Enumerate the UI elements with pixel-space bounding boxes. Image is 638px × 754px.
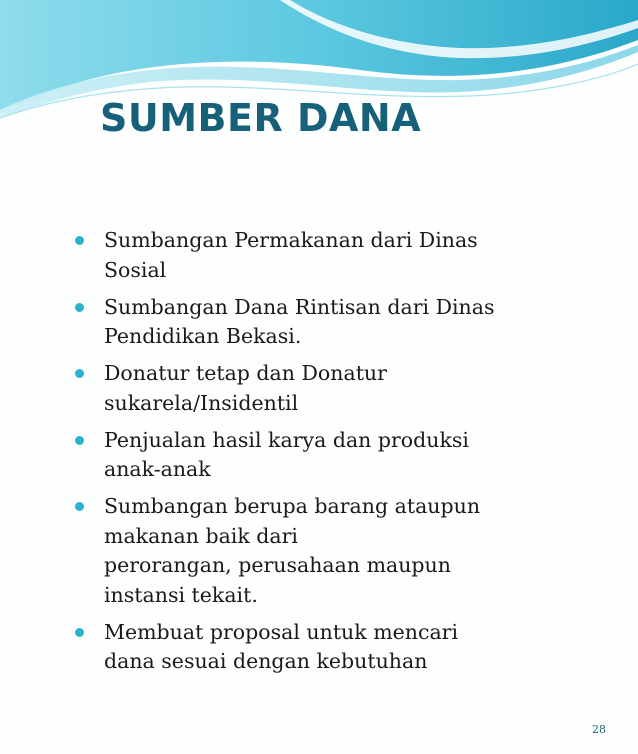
- bullet-item: [104, 426, 534, 485]
- page-number: 28: [592, 723, 606, 736]
- bullet-line: Sumbangan Dana Rintisan dari Dinas: [104, 294, 495, 319]
- bullet-line: Sumbangan Permakanan dari Dinas: [104, 228, 478, 252]
- bullet-list: [104, 226, 534, 684]
- bullet-line: Penjualan hasil karya dan produksi: [104, 427, 469, 452]
- bullet-dot-icon: [75, 369, 84, 378]
- bullet-line: Donatur tetap dan Donatur: [104, 361, 387, 385]
- bullet-item: [104, 293, 534, 352]
- bullet-dot-icon: [75, 236, 84, 245]
- bullet-item: [104, 359, 534, 418]
- bullet-dot-icon: [75, 502, 84, 511]
- bullet-line: anak-anak: [104, 457, 211, 481]
- bullet-line: Membuat proposal untuk mencari: [104, 619, 459, 644]
- bullet-item: [104, 618, 534, 677]
- bullet-dot-icon: [75, 436, 84, 445]
- bullet-line: perorangan, perusahaan maupun: [104, 553, 451, 577]
- bullet-line: sukarela/Insidentil: [104, 390, 299, 415]
- bullet-dot-icon: [75, 628, 84, 637]
- bullet-line: instansi tekait.: [104, 582, 258, 607]
- bullet-item: [104, 226, 534, 285]
- bullet-line: Pendidikan Bekasi.: [104, 324, 302, 348]
- bullet-line: Sosial: [104, 257, 167, 282]
- bullet-line: Sumbangan berupa barang ataupun: [104, 494, 481, 518]
- bullet-item: [104, 492, 534, 610]
- slide-title: SUMBER DANA: [100, 96, 422, 140]
- bullet-dot-icon: [75, 303, 84, 312]
- bullet-line: dana sesuai dengan kebutuhan: [104, 649, 428, 673]
- bullet-line: makanan baik dari: [104, 523, 298, 548]
